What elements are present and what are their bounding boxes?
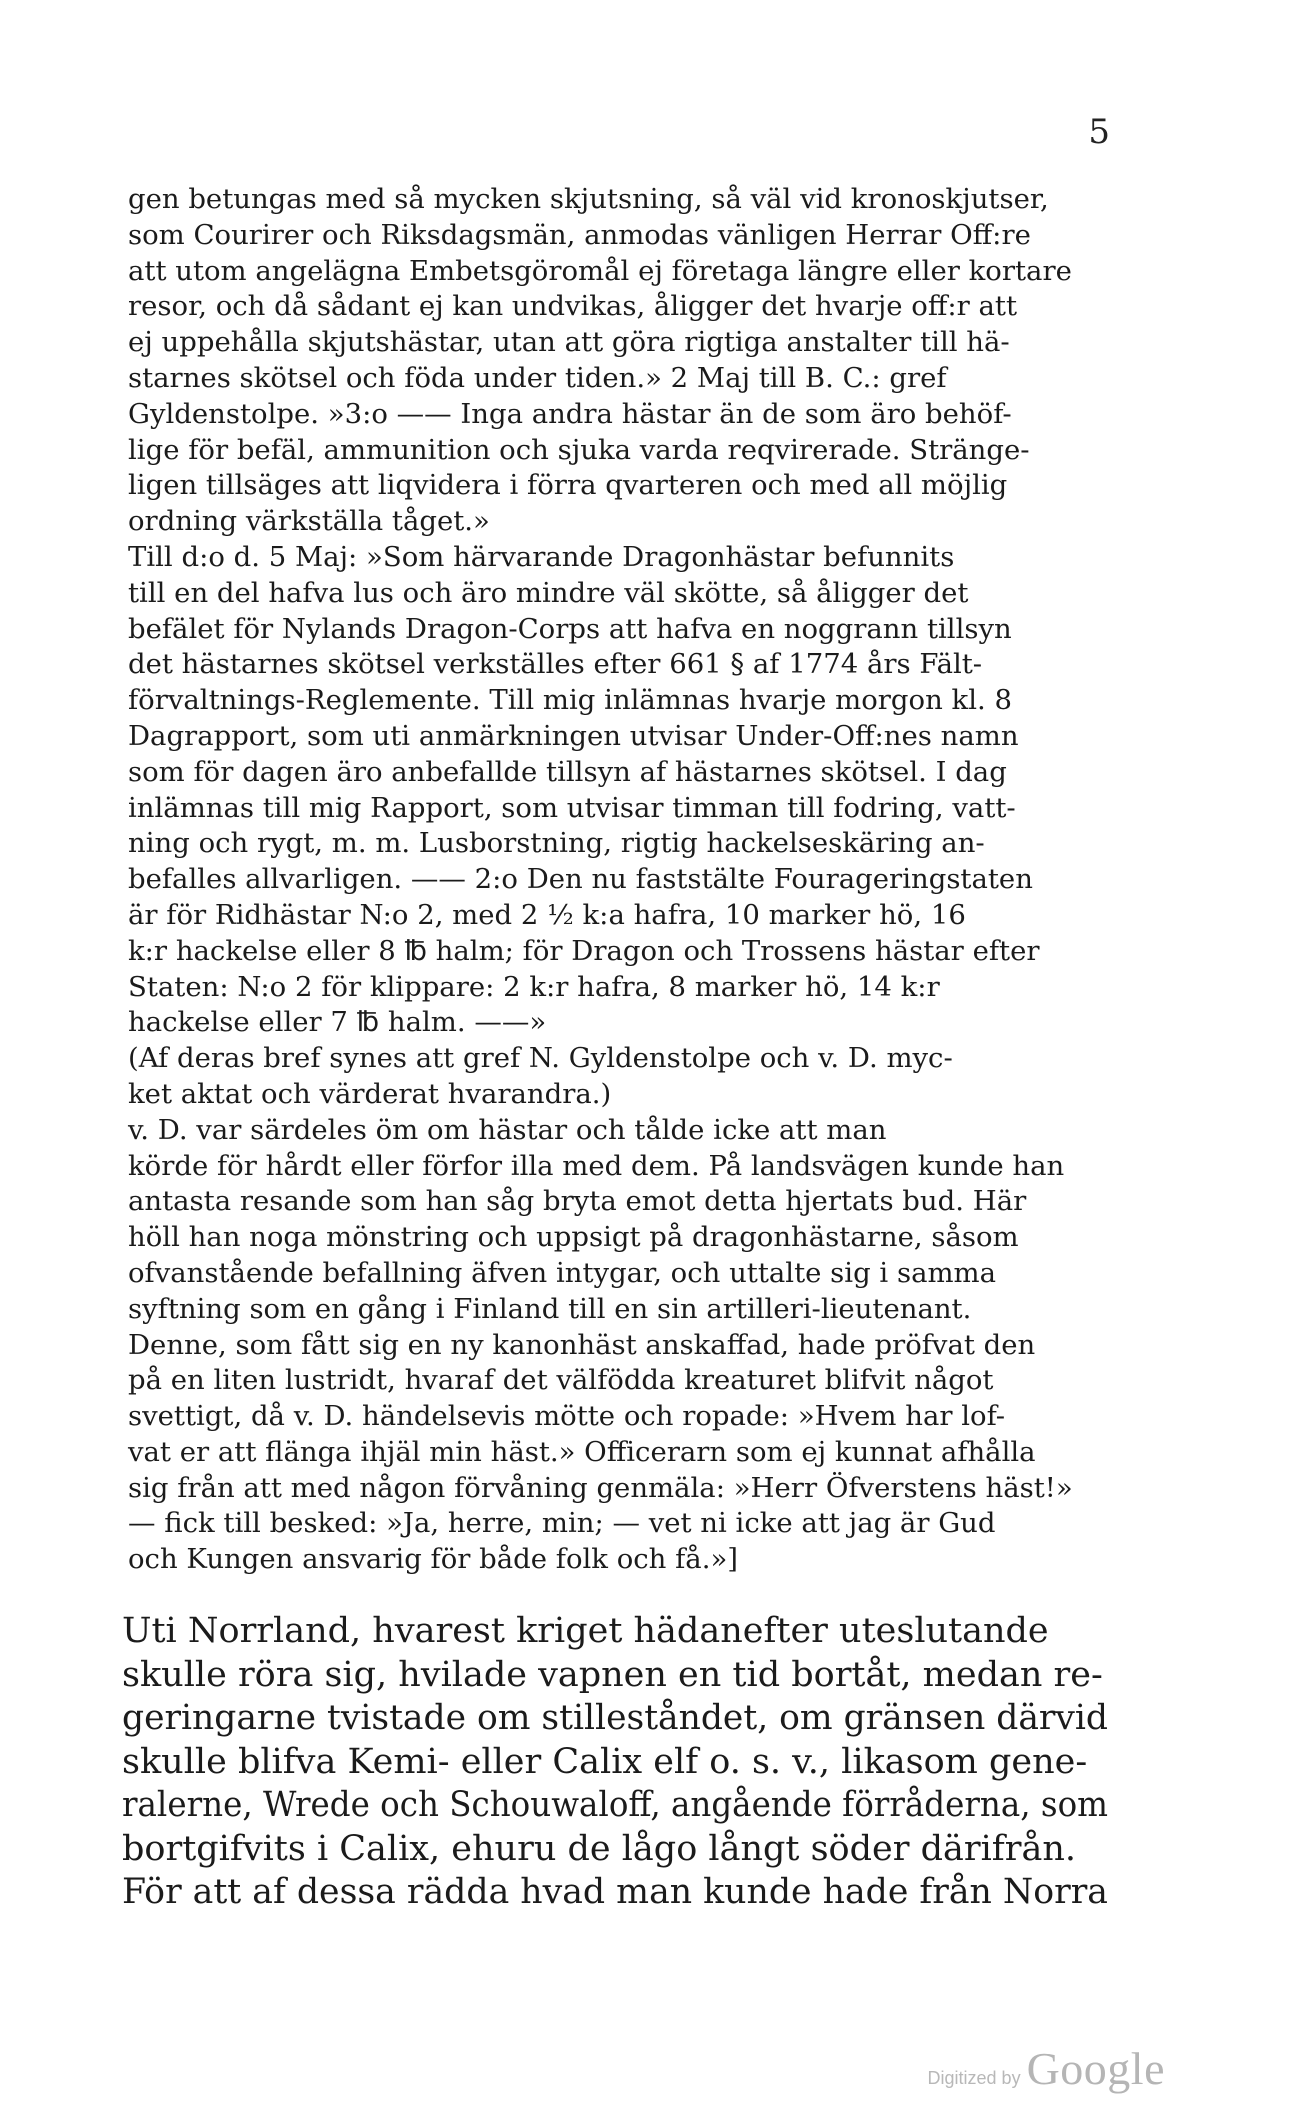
text-line: hackelse eller 7 ℔ halm. ——» [128,1006,547,1039]
text-line: ralerne, Wrede och Schouwaloff, angående förråderna, som [122,1785,1108,1825]
text-line: Denne, som fått sig en ny kanonhäst anskaffad, hade pröfvat den [128,1328,1036,1361]
text-line: höll han noga mönstring och uppsigt på dragonhästarne, såsom [128,1221,1019,1254]
text-line: antasta resande som han såg bryta emot detta hjertats bud. Här [128,1185,1027,1218]
text-line: geringarne tvistade om stilleståndet, om gränsen därvid [122,1698,1108,1738]
text-line: befalles allvarligen. —— 2:o Den nu faststälte Fourageringstaten [128,863,1033,896]
text-line: att utom angelägna Embetsgöromål ej företaga längre eller kortare [128,254,1072,287]
text-line: befälet för Nylands Dragon-Corps att hafva en noggrann tillsyn [128,612,1012,645]
text-line: på en liten lustridt, hvaraf det välfödda kreaturet blifvit något [128,1364,994,1397]
text-line: starnes skötsel och föda under tiden.» 2 Maj till B. C.: gref [128,361,947,394]
watermark-prefix: Digitized by [927,2068,1021,2088]
google-logo: Google [1026,2043,1165,2094]
text-line: sig från att med någon förvåning genmäla: »Herr Öfverstens häst!» [128,1471,1073,1504]
text-line: Uti Norrland, hvarest kriget hädanefter uteslutande [122,1611,1049,1651]
text-line: svettigt, då v. D. händelsevis mötte och ropade: »Hvem har lof- [128,1400,1006,1433]
text-line: ligen tillsäges att liqvidera i förra qvarteren och med all möjlig [128,469,1008,502]
text-line: v. D. var särdeles öm om hästar och tålde icke att man [128,1113,887,1146]
page-number: 5 [1088,112,1110,152]
text-line: är för Ridhästar N:o 2, med 2 ½ k:a hafra, 10 marker hö, 16 [128,898,966,931]
text-line: förvaltnings-Reglemente. Till mig inlämnas hvarje morgon kl. 8 [128,684,1012,717]
text-line: det hästarnes skötsel verkställes efter 661 § af 1774 års Fält- [128,648,983,681]
text-line: till en del hafva lus och äro mindre väl skötte, så åligger det [128,576,969,609]
text-line: k:r hackelse eller 8 ℔ halm; för Dragon och Trossens hästar efter [128,934,1040,967]
text-line: inlämnas till mig Rapport, som utvisar timman till fodring, vatt- [128,791,1016,824]
text-line: ning och rygt, m. m. Lusborstning, rigtig hackelseskäring an- [128,827,985,860]
text-line: ordning värkställa tåget.» [128,505,490,538]
text-line: lige för befäl, ammunition och sjuka varda reqvirerade. Stränge- [128,433,1030,466]
text-line: resor, och då sådant ej kan undvikas, åligger det hvarje off:r att [128,290,1018,323]
text-line: som Courirer och Riksdagsmän, anmodas vänligen Herrar Off:re [128,218,1031,251]
text-line: Gyldenstolpe. »3:o —— Inga andra hästar än de som äro behöf- [128,397,1012,430]
text-line: För att af dessa rädda hvad man kunde hade från Norra [122,1872,1108,1912]
text-line: skulle röra sig, hvilade vapnen en tid bortåt, medan re- [122,1654,1103,1695]
text-line: bortgifvits i Calix, ehuru de lågo långt söder därifrån. [122,1828,1077,1869]
text-line: körde för hårdt eller förfor illa med dem. På landsvägen kunde han [128,1149,1065,1182]
digitized-watermark [928,2042,1165,2095]
text-line: gen betungas med så mycken skjutsning, så väl vid kronoskjutser, [128,183,1049,215]
text-line: och Kungen ansvarig för både folk och få.»] [128,1543,738,1576]
text-line: — fick till besked: »Ja, herre, min; — vet ni icke att jag är Gud [128,1507,996,1540]
text-line: (Af deras bref synes att gref N. Gyldenstolpe och v. D. myc- [128,1042,953,1075]
text-line: Staten: N:o 2 för klippare: 2 k:r hafra, 8 marker hö, 14 k:r [128,970,940,1003]
text-line: som för dagen äro anbefallde tillsyn af hästarnes skötsel. I dag [128,755,1007,788]
text-line: ofvanstående befallning äfven intygar, och uttalte sig i samma [128,1256,997,1289]
text-line: ket aktat och värderat hvarandra.) [128,1077,612,1110]
text-line: syftning som en gång i Finland till en sin artilleri-lieutenant. [128,1292,972,1325]
text-line: ej uppehålla skjutshästar, utan att göra rigtiga anstalter till hä- [128,326,1010,359]
text-line: Dagrapport, som uti anmärkningen utvisar Under-Off:nes namn [128,719,1019,752]
body-text-large [122,1610,1108,1915]
body-text-small [128,182,1106,1578]
text-line: vat er att flänga ihjäl min häst.» Officerarn som ej kunnat afhålla [128,1435,1036,1468]
text-line: Till d:o d. 5 Maj: »Som härvarande Dragonhästar befunnits [128,540,955,573]
text-line: skulle blifva Kemi- eller Calix elf o. s. v., likasom gene- [122,1741,1088,1782]
